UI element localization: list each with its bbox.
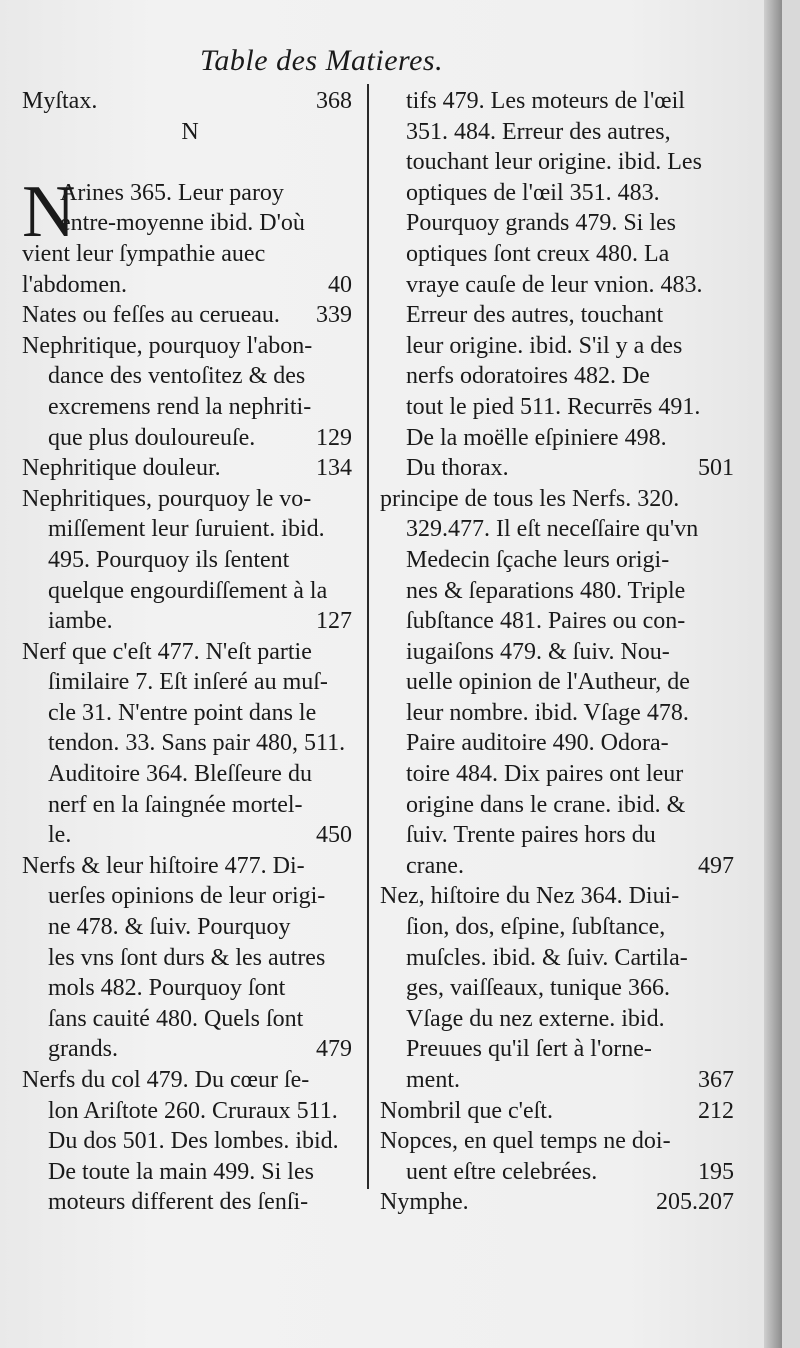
- entry-text: ſimilaire 7. Eſt inſeré au muſ-: [48, 669, 328, 696]
- entry-text: toire 484. Dix paires ont leur: [406, 761, 684, 788]
- entry-text: ne 478. & ſuiv. Pourquoy: [48, 914, 291, 941]
- entry-text: ſans cauité 480. Quels ſont: [48, 1005, 304, 1032]
- index-line: [22, 1004, 358, 1035]
- index-line: [380, 881, 740, 912]
- entry-page: 367: [698, 1067, 734, 1093]
- entry-page: 497: [698, 852, 734, 879]
- entry-page: 129: [316, 424, 352, 451]
- index-line: [22, 514, 358, 545]
- entry-text: uent eſtre celebrées.: [406, 1158, 598, 1185]
- entry-text: Nephritiques, pourquoy le vo-: [22, 485, 312, 512]
- index-line: [22, 484, 358, 515]
- entry-text: Arines 365. Leur paroy: [60, 179, 284, 206]
- entry-text: excremens rend la nephriti-: [48, 393, 312, 420]
- entry-text: vient leur ſympathie auec: [22, 240, 266, 267]
- running-title: Table des Matieres.: [200, 44, 444, 77]
- entry-text: Nephritique, pourquoy l'abon-: [22, 332, 313, 359]
- entry-text: Nerf que c'eſt 477. N'eſt partie: [22, 638, 312, 665]
- entry-text: le.: [48, 822, 72, 849]
- entry-page: 212: [698, 1097, 734, 1124]
- entry-page: 40: [328, 271, 352, 298]
- index-line: [22, 300, 358, 331]
- index-line: [380, 759, 740, 790]
- entry-text: leur origine. ibid. S'il y a des: [406, 332, 683, 359]
- entry-text: cle 31. N'entre point dans le: [48, 699, 317, 726]
- entry-text: tout le pied 511. Recurrēs 491.: [406, 393, 701, 420]
- entry-text: origine dans le crane. ibid. &: [406, 791, 686, 818]
- entry-text: 495. Pourquoy ils ſentent: [48, 546, 290, 573]
- entry-text: leur nombre. ibid. Vſage 478.: [406, 699, 689, 726]
- entry-text: nes & ſeparations 480. Triple: [406, 577, 686, 604]
- entry-text: muſcles. ibid. & ſuiv. Cartila-: [406, 944, 688, 971]
- index-line: [380, 667, 740, 698]
- entry-page: 134: [316, 455, 352, 482]
- index-entry-top: [22, 86, 358, 117]
- entry-text: Erreur des autres, touchant: [406, 302, 664, 329]
- entry-text: grands.: [48, 1036, 118, 1063]
- entry-text: optiques ſont creux 480. La: [406, 240, 670, 267]
- entry-text: Vſage du nez externe. ibid.: [406, 1005, 665, 1032]
- index-line: [380, 912, 740, 943]
- index-line: [22, 1065, 358, 1096]
- index-line: [380, 606, 740, 637]
- entry-page: 205.207: [656, 1189, 734, 1216]
- entry-text: ſuiv. Trente paires hors du: [406, 822, 656, 849]
- index-line: [380, 943, 740, 974]
- entry-text: ſubſtance 481. Paires ou con-: [406, 608, 686, 635]
- entry-text: iugaiſons 479. & ſuiv. Nou-: [406, 638, 670, 665]
- entry-text: Nombril que c'eſt.: [380, 1097, 553, 1124]
- index-line: [22, 912, 358, 943]
- entry-text: Preuues qu'il ſert à l'orne-: [406, 1036, 652, 1063]
- page-edge: [764, 0, 782, 1348]
- index-line: [380, 1157, 740, 1188]
- index-line: [22, 1096, 358, 1127]
- index-line: [380, 361, 740, 392]
- dropcap-letter: N: [22, 170, 76, 253]
- entry-page: 127: [316, 608, 352, 635]
- index-line: [22, 973, 358, 1004]
- entry-page: 501: [698, 455, 734, 482]
- index-line: [22, 576, 358, 607]
- entry-text: Nerfs & leur hiſtoire 477. Di-: [22, 852, 305, 879]
- index-line: [22, 361, 358, 392]
- dropcap-block: [22, 170, 358, 1218]
- index-line: [22, 851, 358, 882]
- entry-text: Paire auditoire 490. Odora-: [406, 730, 669, 757]
- entry-text: Myſtax.: [22, 88, 98, 114]
- index-line: [22, 728, 358, 759]
- index-line: [380, 1126, 740, 1157]
- entry-text: ges, vaiſſeaux, tunique 366.: [406, 975, 670, 1002]
- index-line: [380, 147, 740, 178]
- entry-page: 195: [698, 1158, 734, 1185]
- entry-text: miſſement leur ſuruient. ibid.: [48, 516, 325, 543]
- entry-text: Nymphe.: [380, 1189, 469, 1216]
- entry-text: tifs 479. Les moteurs de l'œil: [406, 88, 685, 114]
- index-line: [380, 1065, 740, 1096]
- index-line: [380, 545, 740, 576]
- entry-text: entre-moyenne ibid. D'où: [60, 210, 305, 237]
- index-line: [22, 606, 358, 637]
- index-line: [380, 86, 740, 117]
- entry-text: mols 482. Pourquoy ſont: [48, 975, 286, 1002]
- index-line: [380, 453, 740, 484]
- entry-page: 479: [316, 1036, 352, 1063]
- entry-text: Nopces, en quel temps ne doi-: [380, 1128, 671, 1155]
- index-line: [380, 270, 740, 301]
- entry-text: Du dos 501. Des lombes. ibid.: [48, 1128, 339, 1155]
- index-line: [22, 270, 358, 301]
- index-line: [380, 637, 740, 668]
- index-line: [380, 1004, 740, 1035]
- index-line: [22, 178, 358, 209]
- left-column: [22, 86, 358, 1218]
- index-line: [22, 208, 358, 239]
- entry-page: 450: [316, 822, 352, 849]
- entry-text: nerf en la ſaingnée mortel-: [48, 791, 303, 818]
- entry-text: uelle opinion de l'Autheur, de: [406, 669, 690, 696]
- index-line: [380, 117, 740, 148]
- entry-text: ment.: [406, 1067, 460, 1093]
- index-line: [380, 1187, 740, 1218]
- index-line: [380, 1096, 740, 1127]
- entry-text: vraye cauſe de leur vnion. 483.: [406, 271, 703, 298]
- entry-text: tendon. 33. Sans pair 480, 511.: [48, 730, 346, 757]
- entry-text: Nez, hiſtoire du Nez 364. Diui-: [380, 883, 680, 910]
- entry-text: crane.: [406, 852, 464, 879]
- entry-text: touchant leur origine. ibid. Les: [406, 149, 702, 176]
- entry-text: lon Ariſtote 260. Cruraux 511.: [48, 1097, 338, 1124]
- index-line: [380, 178, 740, 209]
- index-line: [380, 698, 740, 729]
- index-line: [22, 1034, 358, 1065]
- index-line: [380, 820, 740, 851]
- entry-text: De la moëlle eſpiniere 498.: [406, 424, 667, 451]
- index-line: [380, 331, 740, 362]
- entry-text: Du thorax.: [406, 455, 509, 482]
- left-entry-list: [22, 170, 358, 1218]
- entry-text: que plus douloureuſe.: [48, 424, 256, 451]
- index-line: [380, 239, 740, 270]
- entry-text: Nerfs du col 479. Du cœur ſe-: [22, 1067, 310, 1093]
- index-line: [380, 851, 740, 882]
- entry-text: Medecin ſçache leurs origi-: [406, 546, 670, 573]
- section-letter: N: [181, 118, 199, 145]
- entry-text: ſion, dos, eſpine, ſubſtance,: [406, 914, 666, 941]
- entry-text: De toute la main 499. Si les: [48, 1158, 314, 1185]
- entry-text: iambe.: [48, 608, 113, 635]
- entry-text: Pourquoy grands 479. Si les: [406, 210, 676, 237]
- index-line: [380, 423, 740, 454]
- entry-text: uerſes opinions de leur origi-: [48, 883, 326, 910]
- index-line: [22, 1126, 358, 1157]
- index-line: [380, 300, 740, 331]
- right-column: [380, 86, 740, 1218]
- index-line: [22, 545, 358, 576]
- index-line: [22, 1187, 358, 1218]
- index-line: [22, 392, 358, 423]
- index-line: [380, 208, 740, 239]
- index-line: [380, 392, 740, 423]
- entry-text: dance des ventoſitez & des: [48, 363, 306, 390]
- index-line: [22, 667, 358, 698]
- index-line: [22, 881, 358, 912]
- index-line: [380, 514, 740, 545]
- index-line: [380, 728, 740, 759]
- index-line: [22, 239, 358, 270]
- entry-text: quelque engourdiſſement à la: [48, 577, 328, 604]
- entry-text: nerfs odoratoires 482. De: [406, 363, 650, 390]
- entry-text: Nates ou feſſes au cerueau.: [22, 302, 280, 329]
- index-line: [22, 1157, 358, 1188]
- entry-page: 368: [316, 88, 352, 114]
- index-line: [22, 943, 358, 974]
- index-line: [22, 637, 358, 668]
- entry-text: principe de tous les Nerfs. 320.: [380, 485, 680, 512]
- index-line: [380, 576, 740, 607]
- entry-text: moteurs different des ſenſi-: [48, 1189, 309, 1216]
- column-divider: [367, 84, 369, 1189]
- index-line: [380, 484, 740, 515]
- index-line: [22, 790, 358, 821]
- entry-text: 351. 484. Erreur des autres,: [406, 118, 671, 145]
- entry-text: l'abdomen.: [22, 271, 127, 298]
- entry-text: 329.477. Il eſt neceſſaire qu'vn: [406, 516, 699, 543]
- index-line: [22, 698, 358, 729]
- index-line: [22, 423, 358, 454]
- entry-text: Nephritique douleur.: [22, 455, 221, 482]
- entry-text: optiques de l'œil 351. 483.: [406, 179, 660, 206]
- entry-text: les vns ſont durs & les autres: [48, 944, 326, 971]
- entry-page: 339: [316, 302, 352, 329]
- entry-text: Auditoire 364. Bleſſeure du: [48, 761, 312, 788]
- index-line: [380, 1034, 740, 1065]
- index-line: [22, 453, 358, 484]
- index-line: [22, 331, 358, 362]
- index-line: [22, 759, 358, 790]
- index-line: [380, 790, 740, 821]
- right-entry-list: [380, 86, 740, 1218]
- index-line: [380, 973, 740, 1004]
- index-line: [22, 820, 358, 851]
